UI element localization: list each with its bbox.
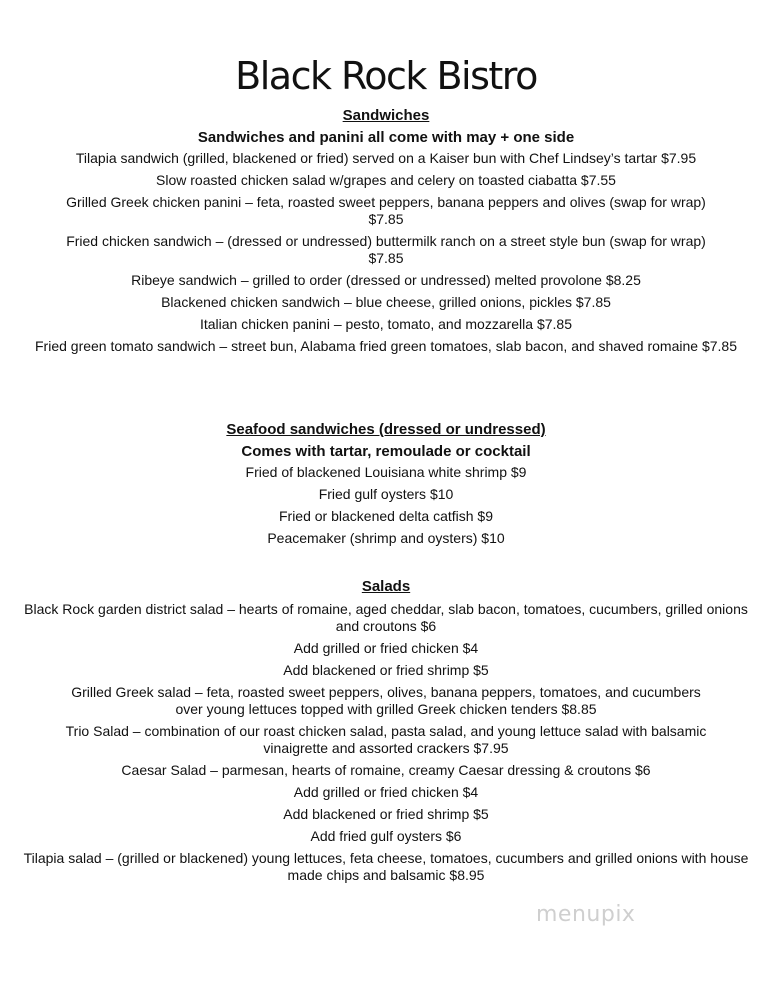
menu-item: Fried green tomato sandwich – street bun, Alabama fried green tomatoes, slab bacon, and shaved romaine $7.85 — [35, 338, 737, 354]
menu-item: Blackened chicken sandwich – blue cheese, grilled onions, pickles $7.85 — [161, 294, 611, 310]
menu-item: Fried of blackened Louisiana white shrimp $9 — [245, 464, 527, 480]
menu-item: Peacemaker (shrimp and oysters) $10 — [267, 530, 505, 546]
menu-item: Fried or blackened delta catfish $9 — [278, 508, 493, 524]
menu-item: Slow roasted chicken salad w/grapes and celery on toasted ciabatta $7.55 — [156, 172, 616, 188]
section-note: Sandwiches and panini all come with may + one side — [197, 129, 575, 146]
menu-item: Add blackened or fried shrimp $5 — [283, 806, 489, 822]
menu-item: Grilled Greek chicken panini – feta, roasted sweet peppers, banana peppers and olives (swap for wrap) $7.85 — [66, 194, 706, 227]
section-sandwiches — [35, 106, 737, 360]
restaurant-title: Black Rock Bistro — [235, 54, 537, 98]
menu-item: Ribeye sandwich – grilled to order (dressed or undressed) melted provolone $8.25 — [131, 272, 641, 288]
menu-item: Black Rock garden district salad – hearts of romaine, aged cheddar, slab bacon, tomatoes, cucumbers, grilled onions and croutons $6 — [24, 601, 748, 634]
menu-item: Add blackened or fried shrimp $5 — [283, 662, 489, 678]
menu-item: Add grilled or fried chicken $4 — [293, 640, 479, 656]
section-note: Comes with tartar, remoulade or cocktail — [241, 443, 531, 460]
menupix-watermark: menupix — [536, 902, 636, 927]
section-salads — [23, 577, 749, 889]
menu-item: Add grilled or fried chicken $4 — [293, 784, 479, 800]
section-heading: Sandwiches — [342, 107, 430, 124]
section-heading: Salads — [361, 578, 411, 595]
menu-item: Tilapia sandwich (grilled, blackened or fried) served on a Kaiser bun with Chef Lindsey’s tartar $7.95 — [75, 150, 697, 166]
menu-item: Fried gulf oysters $10 — [318, 486, 454, 502]
menu-item: Fried chicken sandwich – (dressed or undressed) buttermilk ranch on a street style bun (swap for wrap) $7.85 — [66, 233, 706, 266]
section-seafood-sandwiches — [60, 420, 712, 552]
menu-item: Tilapia salad – (grilled or blackened) young lettuces, feta cheese, tomatoes, cucumbers and grilled onions with house made chips and balsamic $8.95 — [23, 850, 749, 883]
menu-item: Trio Salad – combination of our roast chicken salad, pasta salad, and young lettuce salad with balsamic vinaigrette and assorted crackers $7.95 — [65, 723, 707, 756]
section-heading: Seafood sandwiches (dressed or undressed) — [226, 421, 546, 438]
menu-item: Caesar Salad – parmesan, hearts of romaine, creamy Caesar dressing & croutons $6 — [121, 762, 651, 778]
menu-item: Grilled Greek salad – feta, roasted sweet peppers, olives, banana peppers, tomatoes, and cucumbers over young lettuces topped with grilled Greek chicken tenders $8.85 — [71, 684, 701, 717]
menu-item: Italian chicken panini – pesto, tomato, and mozzarella $7.85 — [199, 316, 572, 332]
menu-item: Add fried gulf oysters $6 — [310, 828, 462, 844]
